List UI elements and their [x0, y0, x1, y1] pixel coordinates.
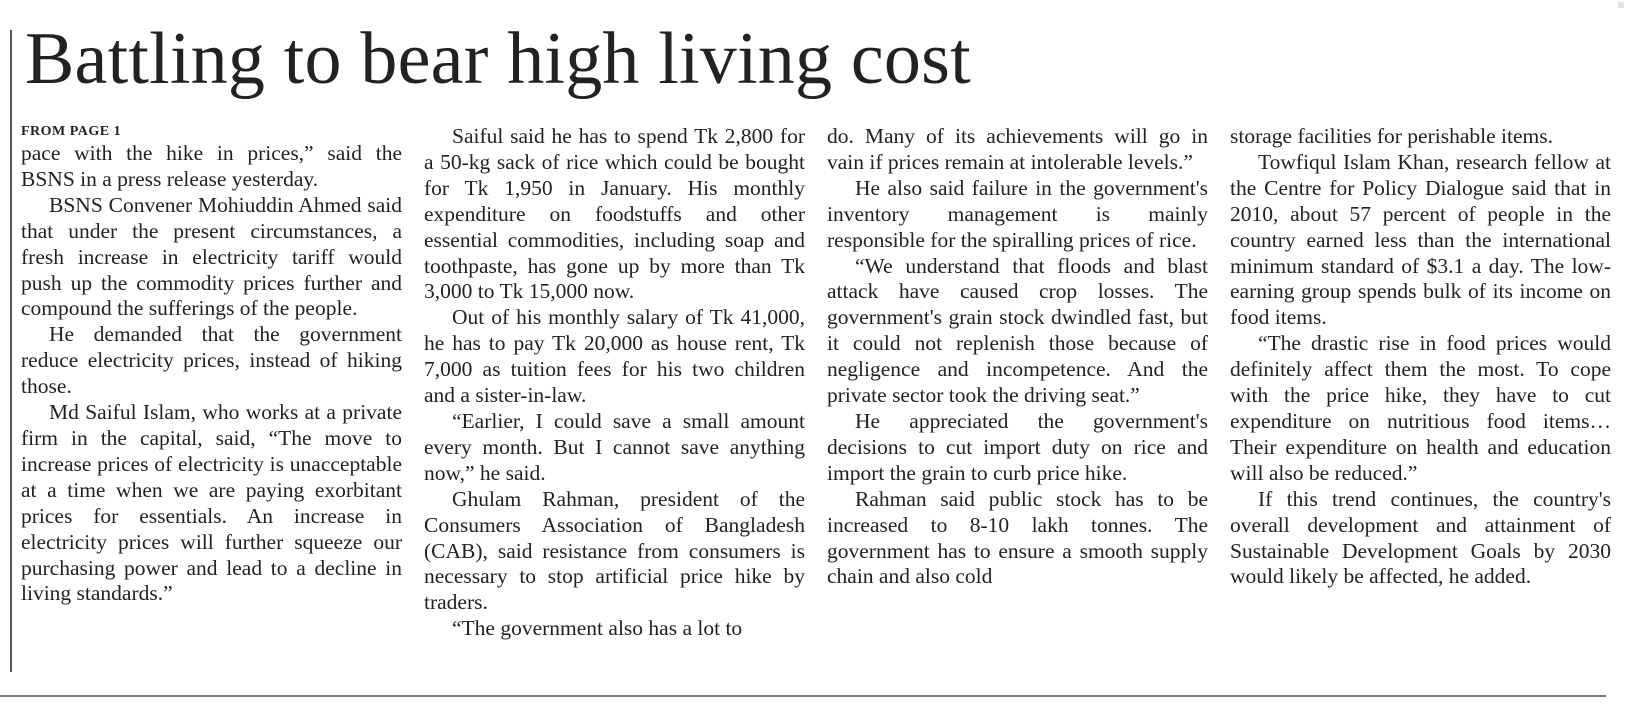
bottom-rule	[0, 695, 1606, 697]
paragraph: Saiful said he has to spend Tk 2,800 for a 50-kg sack of rice which could be bought for Tk 1,950 in January. His monthly expenditure on foodstuffs and other essential commodities, including soap and toothpaste, has gone up by more than Tk 3,000 to Tk 15,000 now.	[424, 124, 805, 304]
article-body	[21, 124, 1611, 642]
paragraph: He demanded that the government reduce electricity prices, instead of hiking those.	[21, 322, 402, 399]
paragraph: Rahman said public stock has to be increased to 8-10 lakh tonnes. The government has to ensure a smooth supply chain and also cold	[827, 486, 1208, 589]
corner-speck	[1618, 2, 1624, 8]
paragraph: pace with the hike in prices,” said the BSNS in a press release yesterday.	[21, 141, 402, 191]
paragraph: Ghulam Rahman, president of the Consumers Association of Bangladesh (CAB), said resistance from consumers is necessary to stop artificial price hike by traders.	[424, 486, 805, 615]
article-column-3	[827, 124, 1208, 642]
article-column-4	[1230, 124, 1611, 642]
paragraph: “We understand that floods and blast attack have caused crop losses. The government's grain stock dwindled fast, but it could not replenish those because of negligence and incompetence. And the private sector took the driving seat.”	[827, 253, 1208, 408]
paragraph: If this trend continues, the country's overall development and attainment of Sustainable Development Goals by 2030 would likely be affected, he added.	[1230, 486, 1611, 589]
paragraph: “Earlier, I could save a small amount every month. But I cannot save anything now,” he said.	[424, 408, 805, 485]
paragraph: He appreciated the government's decisions to cut import duty on rice and import the grain to curb price hike.	[827, 408, 1208, 485]
paragraph: do. Many of its achievements will go in vain if prices remain at intolerable levels.”	[827, 124, 1208, 174]
paragraph: He also said failure in the government's inventory management is mainly responsible for the spiralling prices of rice.	[827, 175, 1208, 252]
paragraph: Md Saiful Islam, who works at a private firm in the capital, said, “The move to increase prices of electricity is unacceptable at a time when we are paying exorbitant prices for essentials. An increase in electricity prices will further squeeze our purchasing power and lead to a decline in living standards.”	[21, 400, 402, 606]
article-column-1	[21, 124, 402, 642]
continuation-kicker: FROM PAGE 1	[21, 124, 122, 139]
paragraph: Out of his monthly salary of Tk 41,000, he has to pay Tk 20,000 as house rent, Tk 7,000 as tuition fees for his two children and a sister-in-law.	[424, 305, 805, 408]
left-column-rule	[10, 30, 12, 672]
paragraph: storage facilities for perishable items.	[1230, 124, 1553, 148]
paragraph: “The drastic rise in food prices would definitely affect them the most. To cope with the price hike, they have to cut expenditure on nutritious food items… Their expenditure on health and education will also be reduced.”	[1230, 331, 1611, 485]
article-headline: Battling to bear high living cost	[25, 18, 971, 100]
paragraph: BSNS Convener Mohiuddin Ahmed said that under the present circumstances, a fresh increase in electricity tariff would push up the commodity prices further and compound the sufferings of the people.	[21, 192, 402, 321]
paragraph: Towfiqul Islam Khan, research fellow at the Centre for Policy Dialogue said that in 2010, about 57 percent of people in the country earned less than the international minimum standard of $3.1 a day. The low-earning group spends bulk of its income on food items.	[1230, 149, 1611, 330]
article-column-2	[424, 124, 805, 642]
paragraph: “The government also has a lot to	[452, 616, 743, 641]
